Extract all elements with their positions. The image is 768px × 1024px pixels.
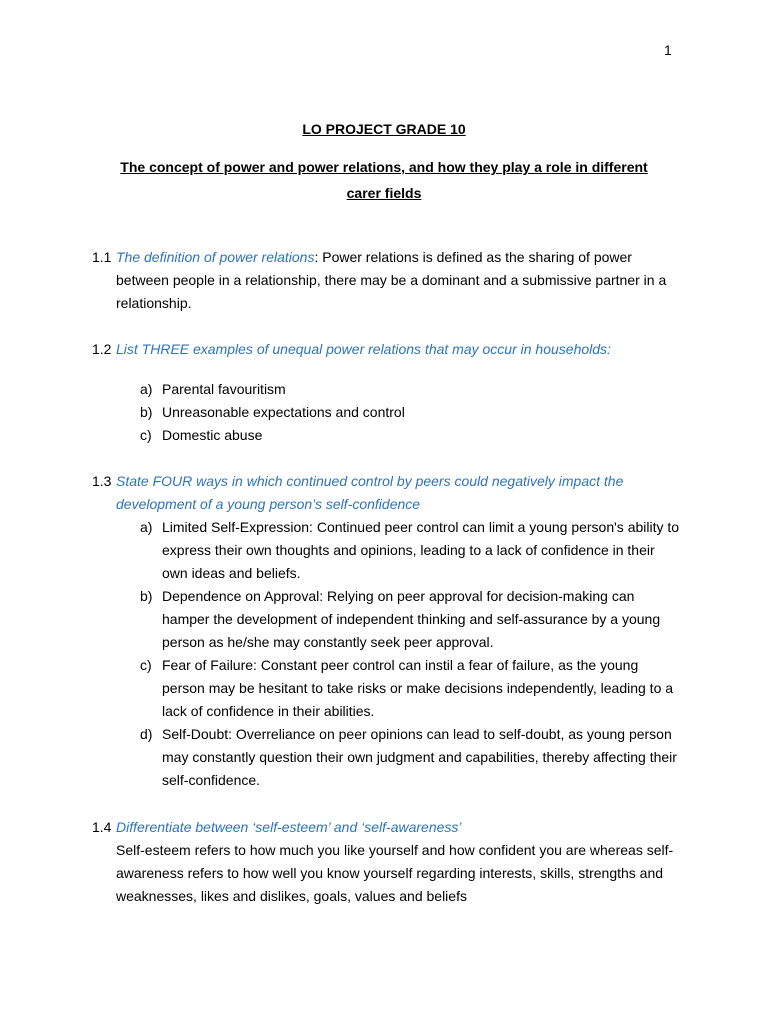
section-1-1 bbox=[92, 246, 682, 315]
section-1-4 bbox=[92, 816, 682, 908]
list-item-text: Parental favouritism bbox=[162, 381, 286, 397]
question-text: The definition of power relations bbox=[116, 249, 315, 265]
page-number: 1 bbox=[664, 42, 672, 58]
section-number: 1.3 bbox=[92, 473, 112, 489]
list-item bbox=[140, 378, 682, 401]
list-item bbox=[140, 654, 682, 723]
list-item bbox=[140, 424, 682, 447]
list-item bbox=[140, 723, 682, 792]
question-text: Differentiate between ‘self-esteem’ and ‘self-awareness’ bbox=[116, 819, 462, 835]
question-suffix: : bbox=[607, 341, 611, 357]
section-number: 1.2 bbox=[92, 341, 112, 357]
section-number: 1.4 bbox=[92, 819, 112, 835]
answer-text: Self-esteem refers to how much you like yourself and how confident you are whereas self-awareness refers to how well you know yourself regarding interests, skills, strengths and weaknesses, likes and dislikes, goals, values and beliefs bbox=[116, 842, 674, 904]
list-item bbox=[140, 401, 682, 424]
list-item-text: Fear of Failure: Constant peer control can instil a fear of failure, as the young person may be hesitant to take risks or make decisions independently, leading to a lack of confidence in their abilities. bbox=[162, 657, 674, 719]
ways-list bbox=[92, 516, 682, 792]
section-1-3-heading bbox=[92, 470, 682, 516]
section-number: 1.1 bbox=[92, 249, 112, 265]
list-item bbox=[140, 585, 682, 654]
list-marker: a) bbox=[140, 381, 153, 397]
list-marker: c) bbox=[140, 657, 152, 673]
list-marker: b) bbox=[140, 404, 153, 420]
document-title: LO PROJECT GRADE 10 bbox=[302, 121, 466, 137]
list-marker: d) bbox=[140, 726, 153, 742]
list-marker: c) bbox=[140, 427, 152, 443]
section-1-2-heading bbox=[92, 338, 682, 361]
examples-list bbox=[92, 378, 682, 447]
question-text: State FOUR ways in which continued control by peers could negatively impact the development of a young person’s self-confidence bbox=[116, 473, 624, 512]
section-1-2 bbox=[92, 338, 682, 447]
question-text: List THREE examples of unequal power relations that may occur in households bbox=[116, 341, 608, 357]
list-item-text: Unreasonable expectations and control bbox=[162, 404, 405, 420]
section-1-3 bbox=[92, 470, 682, 792]
list-item bbox=[140, 516, 682, 585]
list-marker: b) bbox=[140, 588, 153, 604]
list-item-text: Self-Doubt: Overreliance on peer opinions can lead to self-doubt, as young person may constantly question their own judgment and capabilities, thereby affecting their self-confidence. bbox=[162, 726, 677, 788]
document-subtitle: The concept of power and power relations, and how they play a role in different carer fields bbox=[120, 159, 648, 201]
list-item-text: Domestic abuse bbox=[162, 427, 263, 443]
list-marker: a) bbox=[140, 519, 153, 535]
list-item-text: Limited Self-Expression: Continued peer control can limit a young person's ability to express their own thoughts and opinions, leading to a lack of confidence in their own ideas and beliefs. bbox=[162, 519, 680, 581]
section-1-1-body bbox=[92, 246, 682, 315]
list-item-text: Dependence on Approval: Relying on peer approval for decision-making can hamper the development of independent thinking and self-assurance by a young person as he/she may constantly seek peer approval. bbox=[162, 588, 661, 650]
answer-text: : Power relations is defined as the sharing of power between people in a relationship, there may be a dominant and a submissive partner in a relationship. bbox=[116, 249, 667, 311]
section-1-4-heading bbox=[92, 816, 682, 839]
